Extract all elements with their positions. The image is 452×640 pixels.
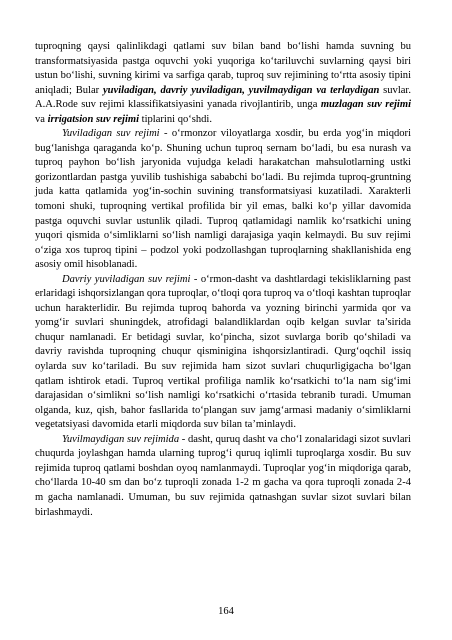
text: suvlar. A.A.Rode suv rejimi klassifikatsiyasini yanada rivojlantirib, unga [35, 84, 411, 111]
term-frozen-regime: muzlagan suv rejimi [320, 99, 411, 111]
term-leaching-regime: Yuviladigan suv rejimi [62, 128, 160, 140]
page-number: 164 [218, 606, 234, 617]
text: - o‘rmonzor viloyatlarga xosdir, bu erda yog‘in miqdori bug‘lanishga qaraganda ko‘p. Shuning uchun tuproq sernam bo‘ladi, bu esa nurash va tuproq payhon bo‘lish jaryonida vujudga keladi harakatchan mahsulotlarning ustki gorizontlardan pastga yuvilib tushishiga sababchi bo‘ladi. Bu rejimda tuproq-gruntning juda katta qatlamida yog‘in-sochin suvining transformatsiyasi kuzatiladi. Xarakterli tomoni shuki, tuproqning vertikal profilida bir yil emas, balki ko‘p yillar davomida pastga oquvchi suvlar ustunlik qiladi. Tuproq qatlamidagi namlik ko‘rsatkichi uning yuqori qismida o‘simliklarni so‘lish namligi darajasiga yaqin kelmaydi. Bu suv rejimi o‘ziga xos tuproq tipini – podzol yoki podzollashgan tuproqlarning shakllanishida eng asosiy omil hisoblanadi. [35, 128, 411, 271]
paragraph-4 [35, 433, 411, 520]
text: - o‘rmon-dasht va dashtlardagi tekisliklarning past erlaridagi ishqorsizlangan qora tuproqlar, o‘tloqi qora tuproq va o‘tloqi kashtan tuproqlar uchun harakterlidir. Bu rejimda tuproq bahorda va yozning birinchi yarmida qor va yomg‘ir suvlari shuningdek, atrofidagi balandliklardan oqib kelgan suvlar ta’sirida chuqur namlanadi. Er betidagi suvlar, ko‘pincha, sizot suvlarga borib qo‘shiladi va davriy ravishda tuproqning chuqur qisminigina ishqorsizlantiradi. Qurg‘oqchil issiq oylarda suv ko‘tariladi. Bu suv rejimida ham sizot suvlari chuqurligigacha bo‘lgan qatlam ishtirok etadi. Tuproq vertikal profiliga namlik ko‘rsatkichi to‘la nam sig‘imi darajasidan o‘simlikni so‘lish namligi ko‘rsatkichi o‘rtasida tebranib turadi. Umuman olganda, kuz, qish, bahor fasllarida to‘plangan suv jamg‘armasi madaniy o‘simliklarni vegetatsiyasi davomida etarli miqdorda suv bilan ta’minlaydi. [35, 273, 411, 431]
paragraph-3 [35, 273, 411, 433]
text: tuproqning qaysi qalinlikdagi qatlami suv bilan band bo‘lishi hamda suvning bu transformatsiyasida pastga oquvchi yoki yuqoriga ko‘tariluvchi suvlarning qaysi biri ustun bo‘lishi, suvning kirimi va sarfiga qarab, tuproq suv rejimining to‘rtta asosiy tipini aniqladi; Bular [35, 41, 411, 96]
text: - dasht, quruq dasht va cho‘l zonalaridagi sizot suvlari chuqurda joylashgan hamda ularning tuprog‘i quruq iqlimli tuproqlarga xosdir. Bu suv rejimida tuproq qatlami boshdan oyoq namlanmaydi. Tuproqlar yog‘in miqdoriga qarab, cho‘llarda 10-40 sm dan bo‘z tuproqli zonada 1-2 m gacha va qora tuproqli zonada 2-4 m gacha namlanadi. Umuman, bu suv rejimida qatnashgan suvlar sizot suvlari bilan birlashmaydi. [35, 433, 411, 518]
term-water-regime-types: yuviladigan, davriy yuviladigan, yuvilmaydigan va terlaydigan [103, 84, 380, 96]
paragraph-1 [35, 40, 411, 127]
term-periodic-leaching-regime: Davriy yuviladigan suv rejimi [62, 273, 191, 285]
paragraph-2 [35, 127, 411, 272]
text: va [35, 113, 48, 125]
term-irrigation-regime: irrigatsion suv rejimi [47, 113, 140, 125]
text: tiplarini qo‘shdi. [139, 113, 212, 125]
document-body [35, 40, 411, 520]
term-non-leaching-regime: Yuvilmaydigan suv rejimida [62, 433, 180, 445]
